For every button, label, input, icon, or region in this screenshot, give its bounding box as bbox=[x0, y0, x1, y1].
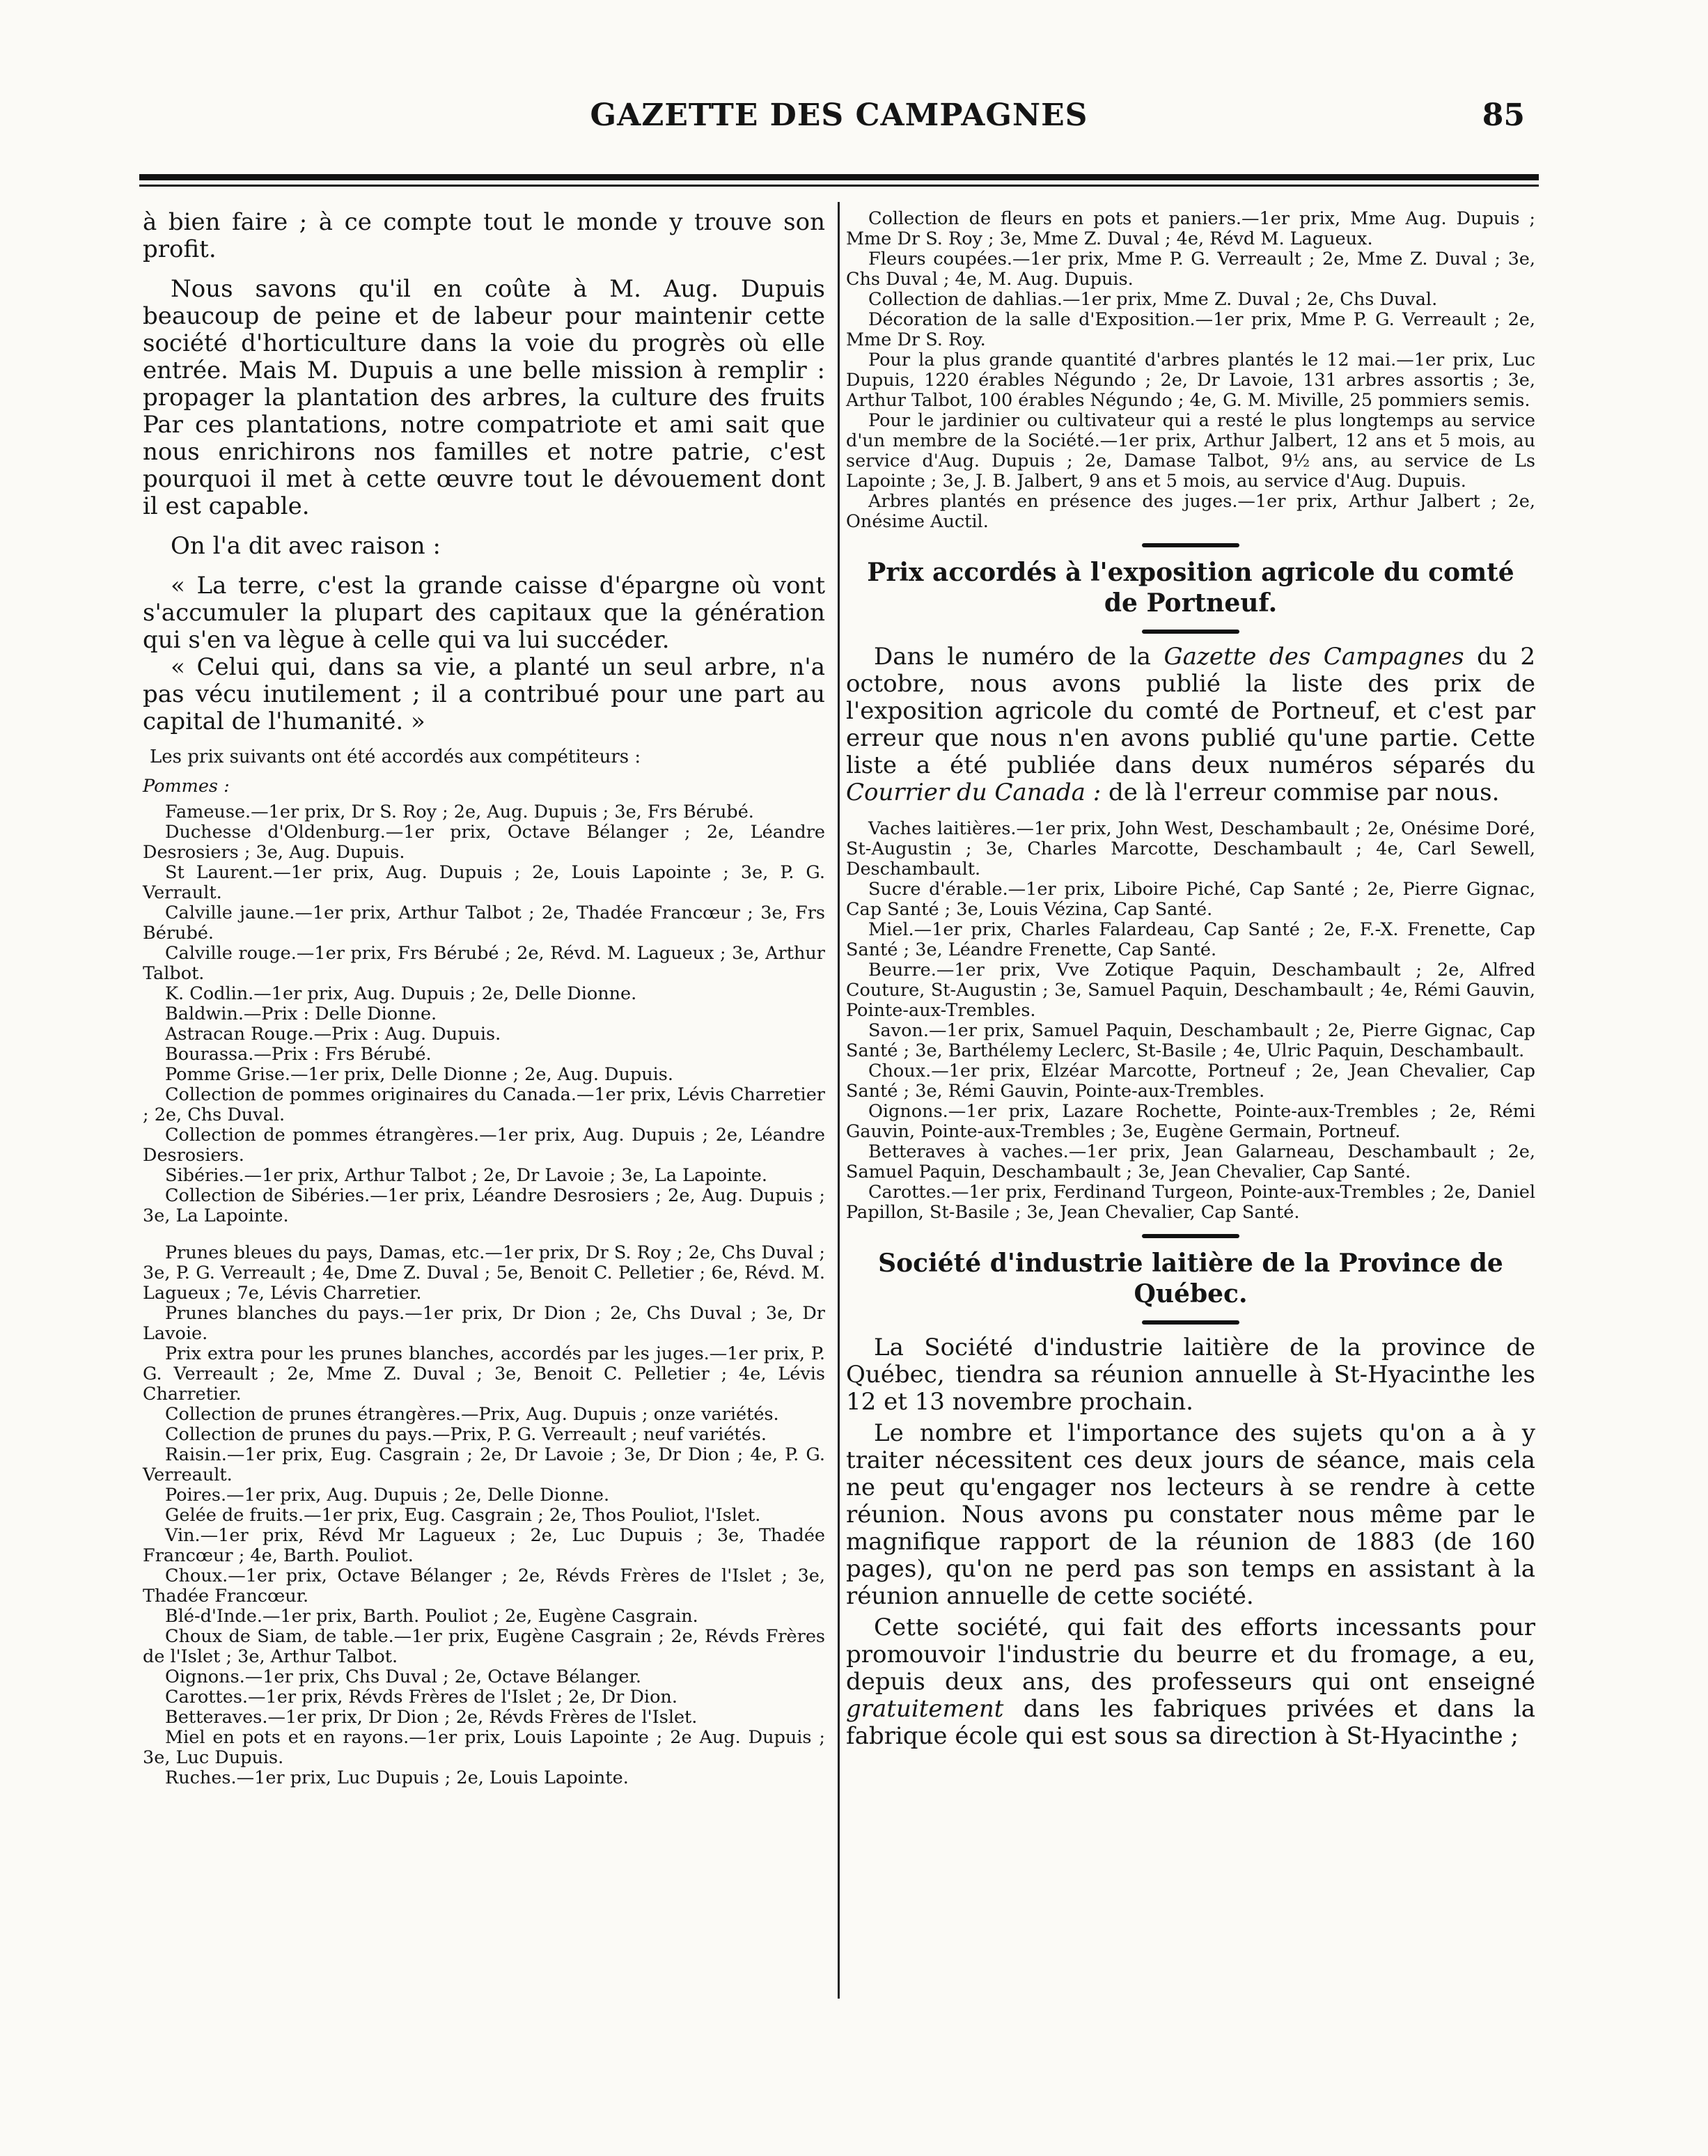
prize-entry: Prunes blanches du pays.—1er prix, Dr Dion ; 2e, Chs Duval ; 3e, Dr Lavoie. bbox=[143, 1303, 825, 1344]
prize-entry: Décoration de la salle d'Exposition.—1er prix, Mme P. G. Verreault ; 2e, Mme Dr S. Roy. bbox=[846, 309, 1535, 350]
prize-entry: K. Codlin.—1er prix, Aug. Dupuis ; 2e, Delle Dionne. bbox=[165, 983, 637, 1004]
prize-entry: Collection de Sibéries.—1er prix, Léandre Desrosiers ; 2e, Aug. Dupuis ; 3e, La Lapointe. bbox=[143, 1185, 825, 1226]
prize-entry: Collection de fleurs en pots et paniers.—1er prix, Mme Aug. Dupuis ; Mme Dr S. Roy ; 3e, Mme Z. Duval ; 4e, Révd M. Lagueux. bbox=[846, 208, 1535, 249]
running-title: GAZETTE DES CAMPAGNES bbox=[590, 97, 1088, 133]
paragraph-continuation: à bien faire ; à ce compte tout le monde y trouve son profit. bbox=[143, 208, 825, 263]
prize-entry: Betteraves à vaches.—1er prix, Jean Galarneau, Deschambault ; 2e, Samuel Paquin, Deschambault ; 3e, Jean Chevalier, Cap Santé. bbox=[846, 1141, 1535, 1182]
quote-arbre: « Celui qui, dans sa vie, a planté un seul arbre, n'a pas vécu inutilement ; il a contribué pour une part au capital de l'humanité. » bbox=[143, 653, 825, 735]
prize-entry: Gelée de fruits.—1er prix, Eug. Casgrain ; 2e, Thos Pouliot, l'Islet. bbox=[165, 1505, 761, 1526]
left-column bbox=[143, 209, 825, 1788]
prize-entry: Collection de pommes étrangères.—1er prix, Aug. Dupuis ; 2e, Léandre Desrosiers. bbox=[143, 1125, 825, 1166]
prize-entry: Fameuse.—1er prix, Dr S. Roy ; 2e, Aug. Dupuis ; 3e, Frs Bérubé. bbox=[165, 802, 754, 822]
column-divider bbox=[838, 202, 840, 1999]
paragraph-dupuis: Nous savons qu'il en coûte à M. Aug. Dupuis beaucoup de peine et de labeur pour maintenir cette société d'horticulture dans la voie du progrès où elle entrée. Mais M. Dupuis a une belle mission à remplir : propager la plantation des arbres, la culture des fruits Par ces plantations, notre compatriote et ami sait que nous enrichirons nos familles et notre patrie, c'est pourquoi il met à cette œuvre tout le dévouement dont il est capable. bbox=[143, 275, 825, 520]
paragraph-efforts: Cette société, qui fait des efforts incessants pour promouvoir l'industrie du beurre et du fromage, a eu, depuis deux ans, des professeurs qui ont enseigné gratuitement dans les fabriques privées et dans la fabrique école qui est sous sa direction à St-Hyacinthe ; bbox=[846, 1614, 1535, 1750]
prize-entry: Savon.—1er prix, Samuel Paquin, Deschambault ; 2e, Pierre Gignac, Cap Santé ; 3e, Barthélemy Leclerc, St-Basile ; 4e, Ulric Paquin, Deschambault. bbox=[846, 1020, 1535, 1061]
prize-entry: Vin.—1er prix, Révd Mr Lagueux ; 2e, Luc Dupuis ; 3e, Thadée Francœur ; 4e, Barth. Pouliot. bbox=[143, 1525, 825, 1566]
prize-entry: Vaches laitières.—1er prix, John West, Deschambault ; 2e, Onésime Doré, St-Augustin ; 3e, Charles Marcotte, Deschambault ; 4e, Carl Sewell, Deschambault. bbox=[846, 818, 1535, 880]
prize-list-fleurs bbox=[846, 209, 1535, 532]
header-rule-thick bbox=[139, 174, 1539, 180]
prize-list-portneuf bbox=[846, 819, 1535, 1223]
prize-entry: Calville jaune.—1er prix, Arthur Talbot ; 2e, Thadée Francœur ; 3e, Frs Bérubé. bbox=[143, 903, 825, 944]
prize-entry: Carottes.—1er prix, Ferdinand Turgeon, Pointe-aux-Trembles ; 2e, Daniel Papillon, St-Basile ; 3e, Jean Chevalier, Cap Santé. bbox=[846, 1182, 1535, 1223]
prize-entry: Blé-d'Inde.—1er prix, Barth. Pouliot ; 2e, Eugène Casgrain. bbox=[165, 1606, 698, 1627]
prize-entry: Sibéries.—1er prix, Arthur Talbot ; 2e, Dr Lavoie ; 3e, La Lapointe. bbox=[165, 1165, 767, 1186]
prize-entry: Miel en pots et en rayons.—1er prix, Louis Lapointe ; 2e Aug. Dupuis ; 3e, Luc Dupuis. bbox=[143, 1727, 825, 1768]
heading-societe-laitiere: Société d'industrie laitière de la Province de Québec. bbox=[878, 1249, 1503, 1309]
prize-entry: Poires.—1er prix, Aug. Dupuis ; 2e, Delle Dionne. bbox=[165, 1485, 610, 1506]
prize-entry: Pour la plus grande quantité d'arbres plantés le 12 mai.—1er prix, Luc Dupuis, 1220 érables Négundo ; 2e, Dr Lavoie, 131 arbres assortis ; 3e, Arthur Talbot, 100 érables Négundo ; 4e, G. M. Miville, 25 pommiers semis. bbox=[846, 350, 1535, 411]
section-separator bbox=[1142, 1234, 1239, 1238]
prize-entry: Oignons.—1er prix, Lazare Rochette, Pointe-aux-Trembles ; 2e, Rémi Gauvin, Pointe-aux-Trembles ; 3e, Eugène Germain, Portneuf. bbox=[846, 1101, 1535, 1142]
page-number: 85 bbox=[1482, 97, 1525, 133]
right-column bbox=[846, 209, 1535, 1763]
prize-entry: Collection de dahlias.—1er prix, Mme Z. Duval ; 2e, Chs Duval. bbox=[868, 289, 1438, 310]
prize-entry: Baldwin.—Prix : Delle Dionne. bbox=[165, 1003, 437, 1024]
prize-entry: Carottes.—1er prix, Révds Frères de l'Islet ; 2e, Dr Dion. bbox=[165, 1687, 677, 1708]
prize-entry: Choux.—1er prix, Octave Bélanger ; 2e, Révds Frères de l'Islet ; 3e, Thadée Francœur. bbox=[143, 1565, 825, 1607]
prize-entry: Sucre d'érable.—1er prix, Liboire Piché, Cap Santé ; 2e, Pierre Gignac, Cap Santé ; 3e, Louis Vézina, Cap Santé. bbox=[846, 879, 1535, 920]
heading-portneuf: Prix accordés à l'exposition agricole du comté de Portneuf. bbox=[867, 558, 1514, 618]
prize-entry: Collection de pommes originaires du Canada.—1er prix, Lévis Charretier ; 2e, Chs Duval. bbox=[143, 1084, 825, 1125]
prize-entry: Choux.—1er prix, Elzéar Marcotte, Portneuf ; 2e, Jean Chevalier, Cap Santé ; 3e, Rémi Gauvin, Pointe-aux-Trembles. bbox=[846, 1061, 1535, 1102]
paragraph-portneuf: Dans le numéro de la Gazette des Campagnes du 2 octobre, nous avons publié la liste des prix de l'exposition agricole du comté de Portneuf, et c'est par erreur que nous n'en avons publié qu'une partie. Cette liste a été publiée dans deux numéros séparés du Courrier du Canada : de là l'erreur commise par nous. bbox=[846, 643, 1535, 806]
section-separator bbox=[1142, 630, 1239, 634]
prize-entry: Choux de Siam, de table.—1er prix, Eugène Casgrain ; 2e, Révds Frères de l'Islet ; 3e, Arthur Talbot. bbox=[143, 1626, 825, 1667]
prize-entry: Prunes bleues du pays, Damas, etc.—1er prix, Dr S. Roy ; 2e, Chs Duval ; 3e, P. G. Verreault ; 4e, Dme Z. Duval ; 5e, Benoit C. Pelletier ; 6e, Révd. M. Lagueux ; 7e, Lévis Charretier. bbox=[143, 1242, 825, 1304]
prize-entry: Raisin.—1er prix, Eug. Casgrain ; 2e, Dr Lavoie ; 3e, Dr Dion ; 4e, P. G. Verreault. bbox=[143, 1444, 825, 1485]
prize-entry: Ruches.—1er prix, Luc Dupuis ; 2e, Louis Lapointe. bbox=[165, 1767, 629, 1788]
paragraph-raison: On l'a dit avec raison : bbox=[171, 532, 441, 560]
prize-list-pommes bbox=[143, 802, 825, 1226]
prize-entry: Beurre.—1er prix, Vve Zotique Paquin, Deschambault ; 2e, Alfred Couture, St-Augustin ; 3e, Samuel Paquin, Deschambault ; 4e, Rémi Gauvin, Pointe-aux-Trembles. bbox=[846, 960, 1535, 1021]
quote-terre: « La terre, c'est la grande caisse d'épargne où vont s'accumuler la plupart des capitaux que la génération qui s'en va lègue à celle qui va lui succéder. bbox=[143, 572, 825, 654]
header-rule-thin bbox=[139, 185, 1539, 187]
prize-entry: Collection de prunes étrangères.—Prix, Aug. Dupuis ; onze variétés. bbox=[165, 1404, 779, 1425]
prize-list-other bbox=[143, 1243, 825, 1788]
prize-entry: Prix extra pour les prunes blanches, accordés par les juges.—1er prix, P. G. Verreault ; 2e, Mme Z. Duval ; 3e, Benoit C. Pelletier ; 4e, Lévis Charretier. bbox=[143, 1343, 825, 1405]
prizes-intro: Les prix suivants ont été accordés aux compétiteurs : bbox=[150, 747, 641, 767]
section-separator bbox=[1142, 543, 1239, 547]
prize-entry: St Laurent.—1er prix, Aug. Dupuis ; 2e, Louis Lapointe ; 3e, P. G. Verrault. bbox=[143, 862, 825, 903]
prize-entry: Calville rouge.—1er prix, Frs Bérubé ; 2e, Révd. M. Lagueux ; 3e, Arthur Talbot. bbox=[143, 943, 825, 984]
prize-entry: Bourassa.—Prix : Frs Bérubé. bbox=[165, 1044, 432, 1065]
category-pommes: Pommes : bbox=[143, 776, 230, 797]
prize-entry: Collection de prunes du pays.—Prix, P. G. Verreault ; neuf variétés. bbox=[165, 1424, 767, 1445]
prize-entry: Astracan Rouge.—Prix : Aug. Dupuis. bbox=[165, 1024, 501, 1045]
prize-entry: Duchesse d'Oldenburg.—1er prix, Octave Bélanger ; 2e, Léandre Desrosiers ; 3e, Aug. Dupuis. bbox=[143, 822, 825, 863]
prize-entry: Miel.—1er prix, Charles Falardeau, Cap Santé ; 2e, F.-X. Frenette, Cap Santé ; 3e, Léandre Frenette, Cap Santé. bbox=[846, 919, 1535, 960]
page-header bbox=[139, 97, 1539, 153]
prize-entry: Betteraves.—1er prix, Dr Dion ; 2e, Révds Frères de l'Islet. bbox=[165, 1707, 698, 1728]
prize-entry: Pour le jardinier ou cultivateur qui a resté le plus longtemps au service d'un membre de la Société.—1er prix, Arthur Jalbert, 12 ans et 5 mois, au service d'Aug. Dupuis ; 2e, Damase Talbot, 9½ ans, au service de Ls Lapointe ; 3e, J. B. Jalbert, 9 ans et 5 mois, au service d'Aug. Dupuis. bbox=[846, 410, 1535, 492]
prize-entry: Pomme Grise.—1er prix, Delle Dionne ; 2e, Aug. Dupuis. bbox=[165, 1064, 673, 1085]
paragraph-reunion: La Société d'industrie laitière de la province de Québec, tiendra sa réunion annuelle à St-Hyacinthe les 12 et 13 novembre prochain. bbox=[846, 1334, 1535, 1416]
prize-entry: Arbres plantés en présence des juges.—1er prix, Arthur Jalbert ; 2e, Onésime Auctil. bbox=[846, 491, 1535, 532]
section-separator bbox=[1142, 1320, 1239, 1325]
paragraph-sujets: Le nombre et l'importance des sujets qu'on a à y traiter nécessitent ces deux jours de séance, mais cela ne peut qu'engager nos lecteurs à se rendre à cette réunion. Nous avons pu constater nous même par le magnifique rapport de la réunion de 1883 (de 160 pages), qu'on ne perd pas son temps en assistant à la réunion annuelle de cette société. bbox=[846, 1419, 1535, 1610]
prize-entry: Oignons.—1er prix, Chs Duval ; 2e, Octave Bélanger. bbox=[165, 1666, 641, 1687]
prize-entry: Fleurs coupées.—1er prix, Mme P. G. Verreault ; 2e, Mme Z. Duval ; 3e, Chs Duval ; 4e, M. Aug. Dupuis. bbox=[846, 249, 1535, 290]
